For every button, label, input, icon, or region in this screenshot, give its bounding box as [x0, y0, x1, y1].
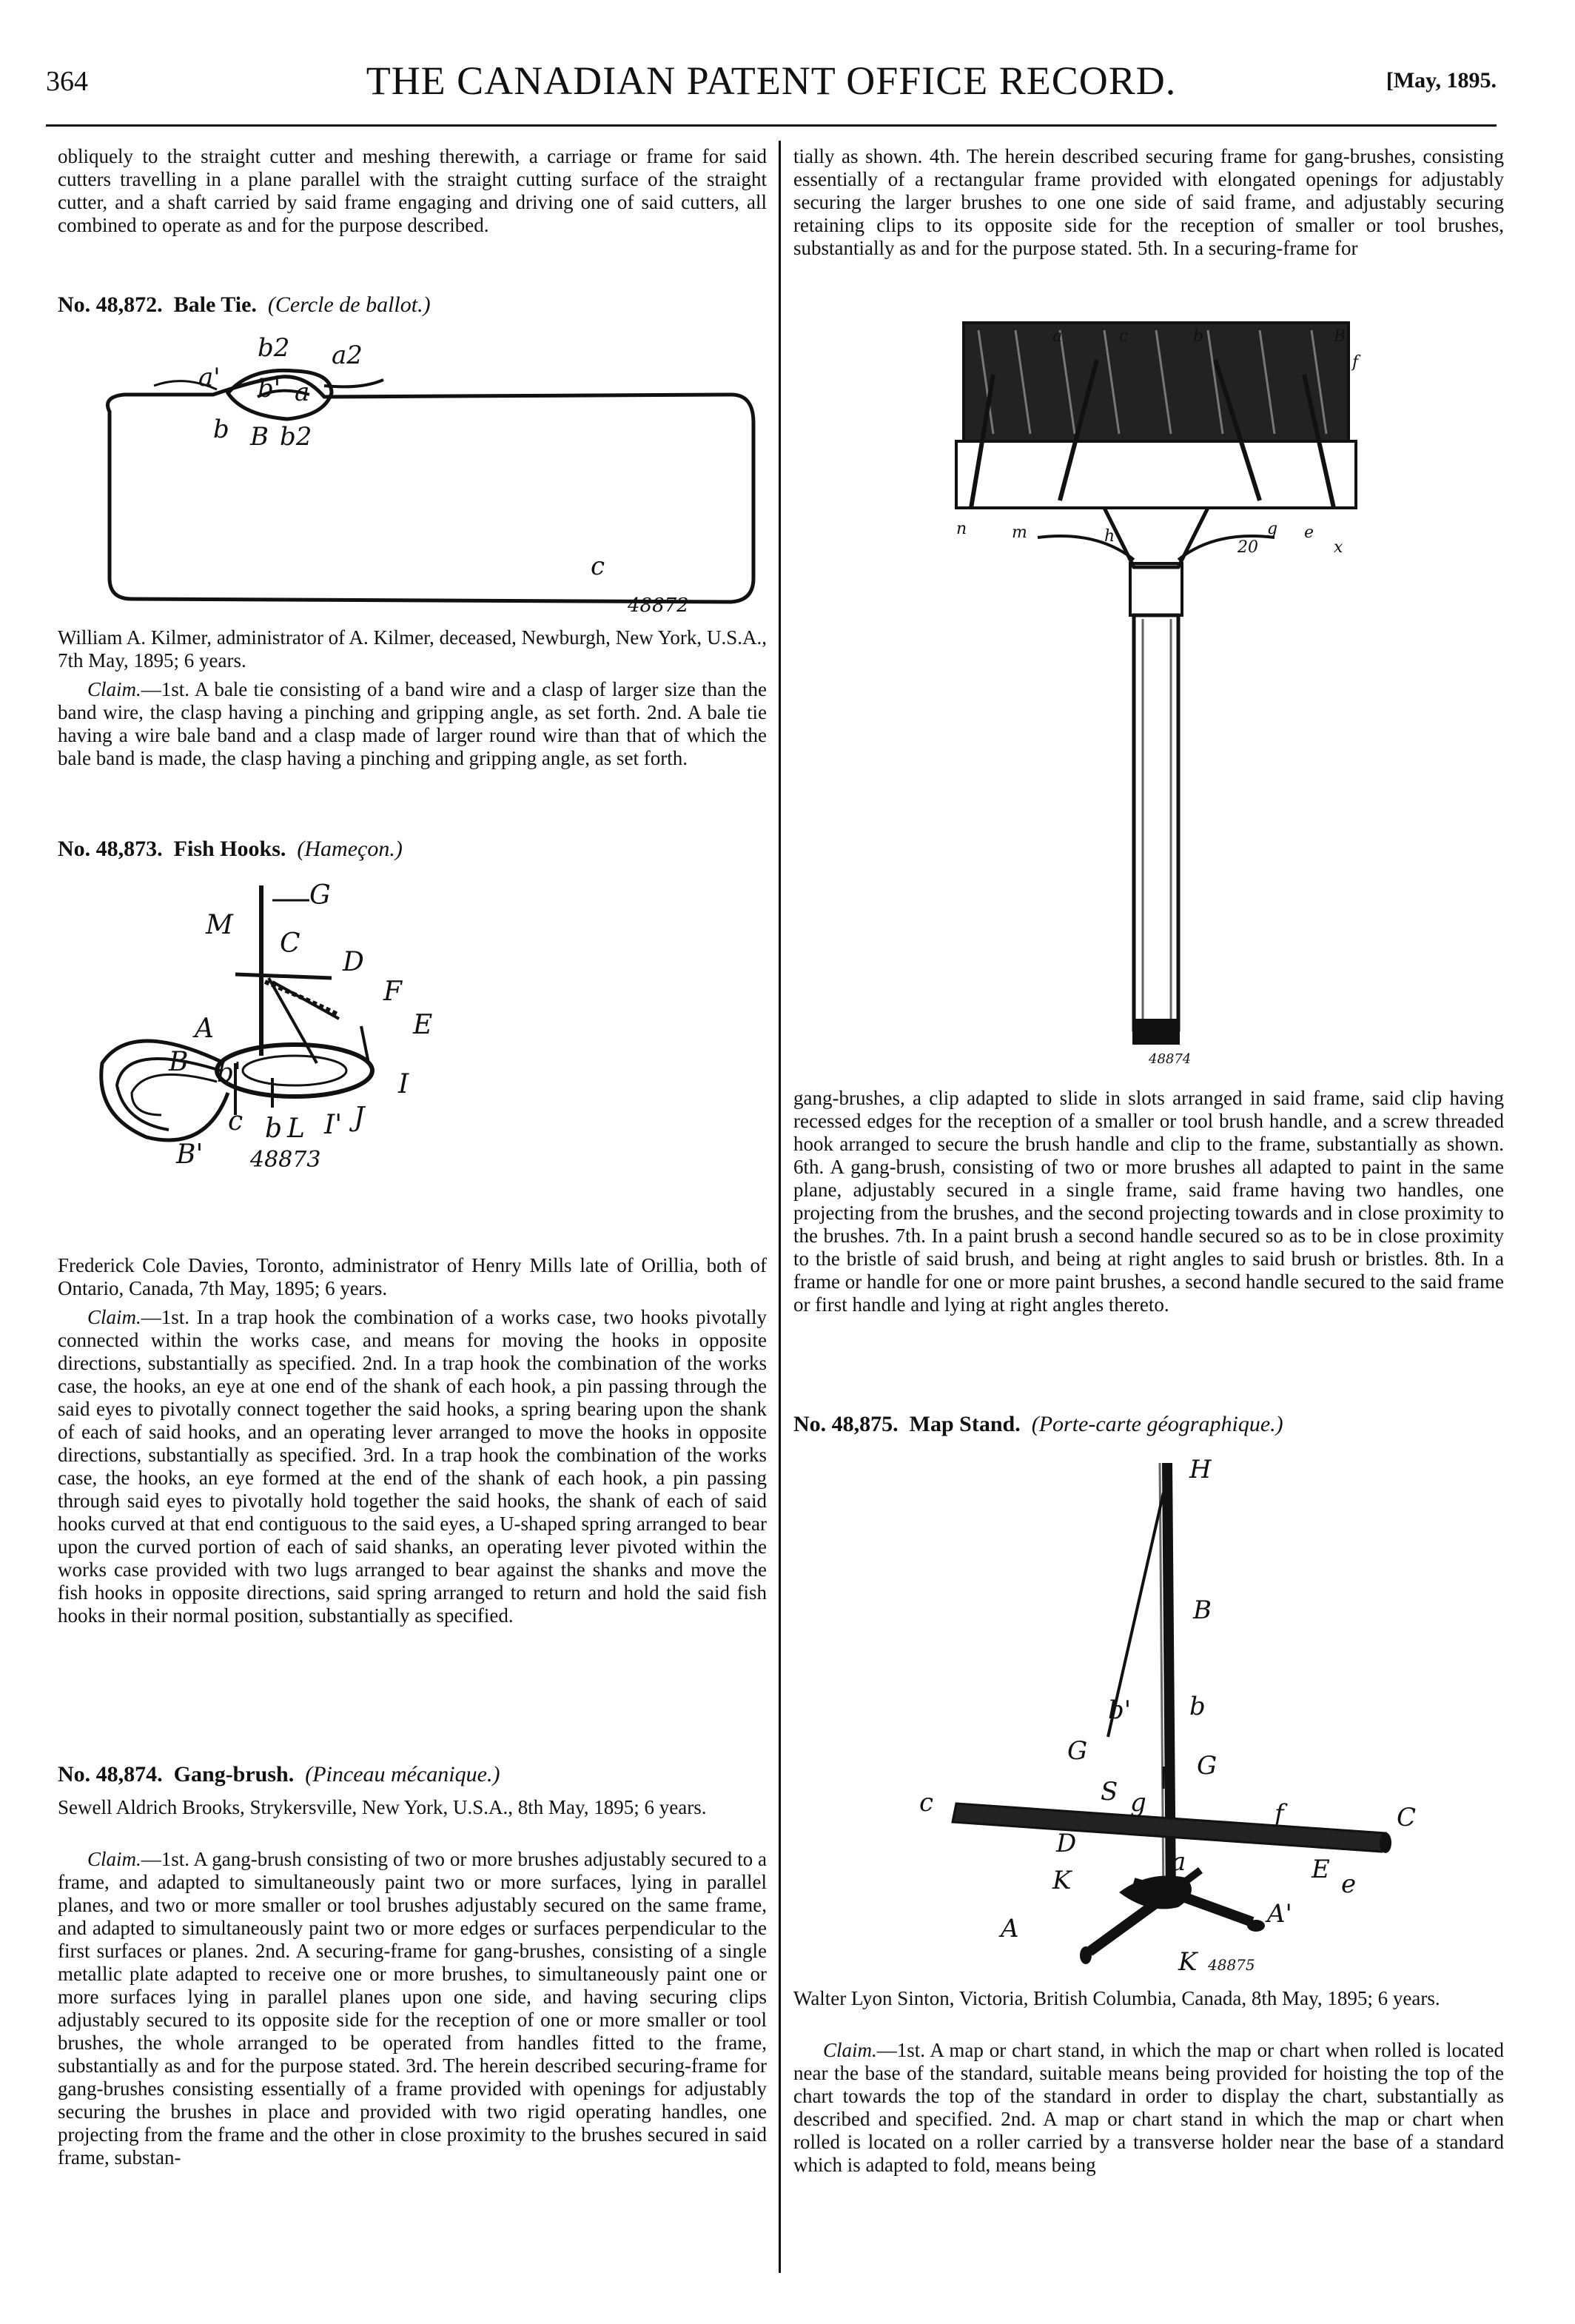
issue-date: [May, 1895. — [1386, 68, 1497, 93]
figure-number: 48873 — [250, 1147, 321, 1173]
fig-label: a — [295, 378, 310, 407]
bale-tie-figure — [80, 327, 761, 615]
fig-label: b — [213, 415, 229, 444]
fig-label: b2 — [280, 422, 312, 452]
fig-label: a — [1052, 327, 1063, 346]
continued-claim-text: obliquely to the straight cutter and meshing therewith, a carriage or frame for said cutters travelling in a plane parallel with the straight cutting surface of the straight cutter, and a shaft carried by said frame engaging and driving one of said cutters, all combined to operate as and for the purpose described. — [58, 145, 767, 236]
fig-label: a' — [198, 363, 221, 392]
fig-label: C — [280, 928, 300, 959]
fig-label: G — [309, 880, 331, 911]
fig-label: B — [250, 422, 269, 452]
inventor-line: Walter Lyon Sinton, Victoria, British Columbia, Canada, 8th May, 1895; 6 years. — [793, 1987, 1440, 2009]
map-stand-figure — [853, 1448, 1445, 1981]
fig-label: A' — [1267, 1899, 1292, 1929]
claim-label: Claim. — [823, 2039, 877, 2061]
patent-title: Gang-brush. — [173, 1762, 295, 1786]
header-rule — [46, 124, 1497, 127]
claim-body: —1st. A bale tie consisting of a band wire and a clasp of larger size than the band wire, the clasp having a pinching and gripping angle, as set forth. 2nd. A bale tie having a wire bale band and a clasp made of larger round wire than that of which the bale band is made, the clasp having a pinching and gripping angle, as set forth. — [58, 678, 767, 769]
fig-label: E — [1312, 1855, 1330, 1884]
fig-label: K — [1178, 1947, 1198, 1977]
claim-text — [58, 1848, 767, 2169]
claim-body: —1st. In a trap hook the combination of a works case, two hooks pivotally connected within the works case, and means for moving the hooks in opposite directions, substantially as specified. 2nd. In a trap hook the combination of the works case, the hooks, an eye at one end of the shank of each hook, a pin passing through the said eyes to pivotally connect together the said hooks, a spring bearing upon the shank of each of said hooks, and an operating lever arranged to move the hooks in opposite directions, substantially as specified. 3rd. In a trap hook the combination of the works case, the hooks, an eye formed at the end of the shank of each hook, a pin passing through said eyes to pivotally hold together the said hooks, the shank of each of said hooks curved at that end contiguous to the said eyes, a U-shaped spring arranged to bear upon the curved portion of each of said shanks, an operating lever pivoted within the works case provided with two lugs arranged to bear against the shanks and move the fish hooks in opposite directions, said spring arranged to return and hold the said fish hooks in their normal position, substantially as specified. — [58, 1306, 767, 1627]
patent-heading-48874 — [58, 1763, 767, 1786]
fig-label: h — [1104, 527, 1115, 546]
figure-number: 48872 — [628, 595, 689, 615]
fig-label: D — [343, 947, 364, 977]
fig-label: K — [1052, 1866, 1072, 1895]
claim-text — [58, 678, 767, 770]
patent-heading-48872 — [58, 293, 767, 316]
fig-label: a — [1171, 1847, 1186, 1877]
fig-label: f — [1275, 1799, 1284, 1829]
figure-number: 48875 — [1208, 1956, 1255, 1974]
fig-label: G — [1197, 1751, 1218, 1781]
patent-title: Bale Tie. — [173, 292, 257, 317]
page-number: 364 — [46, 66, 88, 97]
fig-label: A — [1001, 1914, 1019, 1943]
fig-label: m — [1012, 523, 1027, 542]
fish-hooks-figure — [87, 871, 753, 1241]
claim-text — [58, 1306, 767, 1627]
fig-label: 20 — [1238, 538, 1258, 557]
claim-label: Claim. — [87, 678, 141, 700]
patent-french-title: (Cercle de ballot.) — [267, 292, 431, 317]
fig-label: G — [1067, 1736, 1088, 1766]
fig-label: M — [206, 910, 233, 940]
fig-label: x — [1334, 538, 1343, 557]
fig-label: b' — [1108, 1695, 1132, 1725]
fig-label: J — [354, 1102, 365, 1133]
left-column — [58, 145, 767, 2277]
continued-claim-text: tially as shown. 4th. The herein described securing frame for gang-brushes, consisting essentially of a rectangular frame provided with elongated openings for adjustably securing the larger brushes to one one side of said frame, and adjustably securing retaining clips to its opposite side for the reception of smaller or tool brushes, substantially as and for the purpose stated. 5th. In a securing-frame for — [793, 145, 1504, 259]
fig-label: c — [1119, 327, 1129, 346]
fig-label: B' — [176, 1139, 204, 1170]
fig-label: n — [956, 520, 967, 538]
fig-label: c — [919, 1788, 934, 1818]
fig-label: b' — [217, 1058, 241, 1088]
inventor-line: Sewell Aldrich Brooks, Strykersville, New York, U.S.A., 8th May, 1895; 6 years. — [58, 1796, 707, 1818]
right-column — [793, 145, 1504, 2277]
inventor-line: William A. Kilmer, administrator of A. Kilmer, deceased, Newburgh, New York, U.S.A., 7th May, 1895; 6 years. — [58, 626, 767, 672]
fig-label: e — [1304, 523, 1314, 542]
fig-label: H — [1189, 1455, 1212, 1484]
patent-heading-48873 — [58, 837, 767, 860]
fig-label: b2 — [258, 333, 290, 363]
fig-label: L — [287, 1114, 305, 1144]
figure-number: 48874 — [1149, 1051, 1192, 1067]
claim-label: Claim. — [87, 1848, 141, 1870]
fig-label: g — [1130, 1788, 1146, 1818]
column-divider — [779, 141, 781, 2273]
fig-label: f — [1352, 353, 1359, 372]
patent-number: No. 48,875. — [793, 1412, 899, 1436]
fig-label: b' — [258, 374, 281, 403]
journal-title: THE CANADIAN PATENT OFFICE RECORD. — [366, 58, 1177, 103]
fish-hooks-drawing — [87, 871, 753, 1241]
continued-claim-text: gang-brushes, a clip adapted to slide in slots arranged in said frame, said clip having recessed edges for the reception of a smaller or tool brush handle, and a screw threaded hook arranged to secure the brush handle and clip to the frame, substantially as shown. 6th. A gang-brush, consisting of two or more brushes all adapted to paint in the same plane, adjustably secured in a single frame, said frame having two handles, one projecting from the brushes, and the second projecting towards and in close proximity to the brushes. 7th. In a paint brush a second handle secured so as to be in close proximity to the bristle of said brush, and being at right angles to said brush or bristles. 8th. In a frame or handle for one or more paint brushes, a second handle secured to the said frame or first handle and lying at right angles thereto. — [793, 1087, 1504, 1316]
page-header — [46, 58, 1497, 110]
patent-heading-48875 — [793, 1413, 1504, 1436]
gang-brush-figure — [949, 315, 1363, 1071]
fig-label: b — [1193, 327, 1204, 346]
fig-label: A — [195, 1014, 214, 1044]
fig-label: B — [1334, 327, 1346, 346]
fig-label: I' — [324, 1110, 343, 1140]
patent-number: No. 48,873. — [58, 837, 163, 861]
fig-label: D — [1056, 1829, 1077, 1858]
fig-label: B — [1193, 1595, 1212, 1625]
fig-label: b — [265, 1114, 283, 1144]
gang-brush-drawing — [949, 315, 1363, 1071]
fig-label: a2 — [332, 341, 363, 370]
fig-label: c — [591, 552, 605, 581]
fig-label: I — [398, 1069, 409, 1099]
patent-french-title: (Pinceau mécanique.) — [305, 1762, 500, 1786]
fig-label: C — [1397, 1803, 1417, 1832]
patent-number: No. 48,872. — [58, 292, 163, 317]
patent-title: Map Stand. — [909, 1412, 1021, 1436]
fig-label: E — [413, 1010, 433, 1040]
fig-label: F — [383, 977, 402, 1007]
fig-label: c — [228, 1106, 244, 1136]
inventor-line: Frederick Cole Davies, Toronto, administrator of Henry Mills late of Orillia, both of Ontario, Canada, 7th May, 1895; 6 years. — [58, 1254, 767, 1299]
patent-french-title: (Hameçon.) — [297, 837, 403, 861]
claim-text — [793, 2039, 1504, 2177]
patent-number: No. 48,874. — [58, 1762, 163, 1786]
fig-label: S — [1101, 1777, 1118, 1806]
fig-label: b — [1189, 1692, 1206, 1721]
patent-french-title: (Porte-carte géographique.) — [1031, 1412, 1283, 1436]
fig-label: e — [1341, 1869, 1357, 1899]
bale-tie-drawing — [80, 327, 761, 615]
map-stand-drawing — [853, 1448, 1445, 1981]
fig-label: B — [169, 1047, 189, 1077]
claim-label: Claim. — [87, 1306, 141, 1328]
claim-body: —1st. A gang-brush consisting of two or more brushes adjustably secured to a frame, and adapted to simultaneously paint two or more surfaces, lying in parallel planes, and two or more smaller or tool brushes adjustably secured on the same frame, and adapted to simultaneously paint two or more edges or surfaces perpendicular to the first surfaces or planes. 2nd. A securing-frame for gang-brushes, consisting of a single metallic plate adapted to receive one or more brushes, to simultaneously paint one or more surfaces lying in parallel planes upon one side, and having securing clips adjustably secured to its opposite side for the reception of one or more smaller or tool brushes, the whole arranged to be operated from handles fitted to the frame, substantially as and for the purpose stated. 3rd. The herein described securing-frame for gang-brushes consisting essentially of a frame provided with openings for adjustably securing the brushes in place and provided with two rigid operating handles, one projecting from the frame and the other in close proximity to the brushes secured in said frame, substan- — [58, 1848, 767, 2169]
claim-body: —1st. A map or chart stand, in which the map or chart when rolled is located near the base of the standard, suitable means being provided for hoisting the top of the chart towards the top of the standard in order to display the chart, substantially as described and specified. 2nd. A map or chart stand in which the map or chart when rolled is located on a roller carried by a transverse holder near the base of a standard which is adapted to fold, means being — [793, 2039, 1504, 2176]
fig-label: g — [1267, 520, 1278, 538]
patent-title: Fish Hooks. — [173, 837, 286, 861]
